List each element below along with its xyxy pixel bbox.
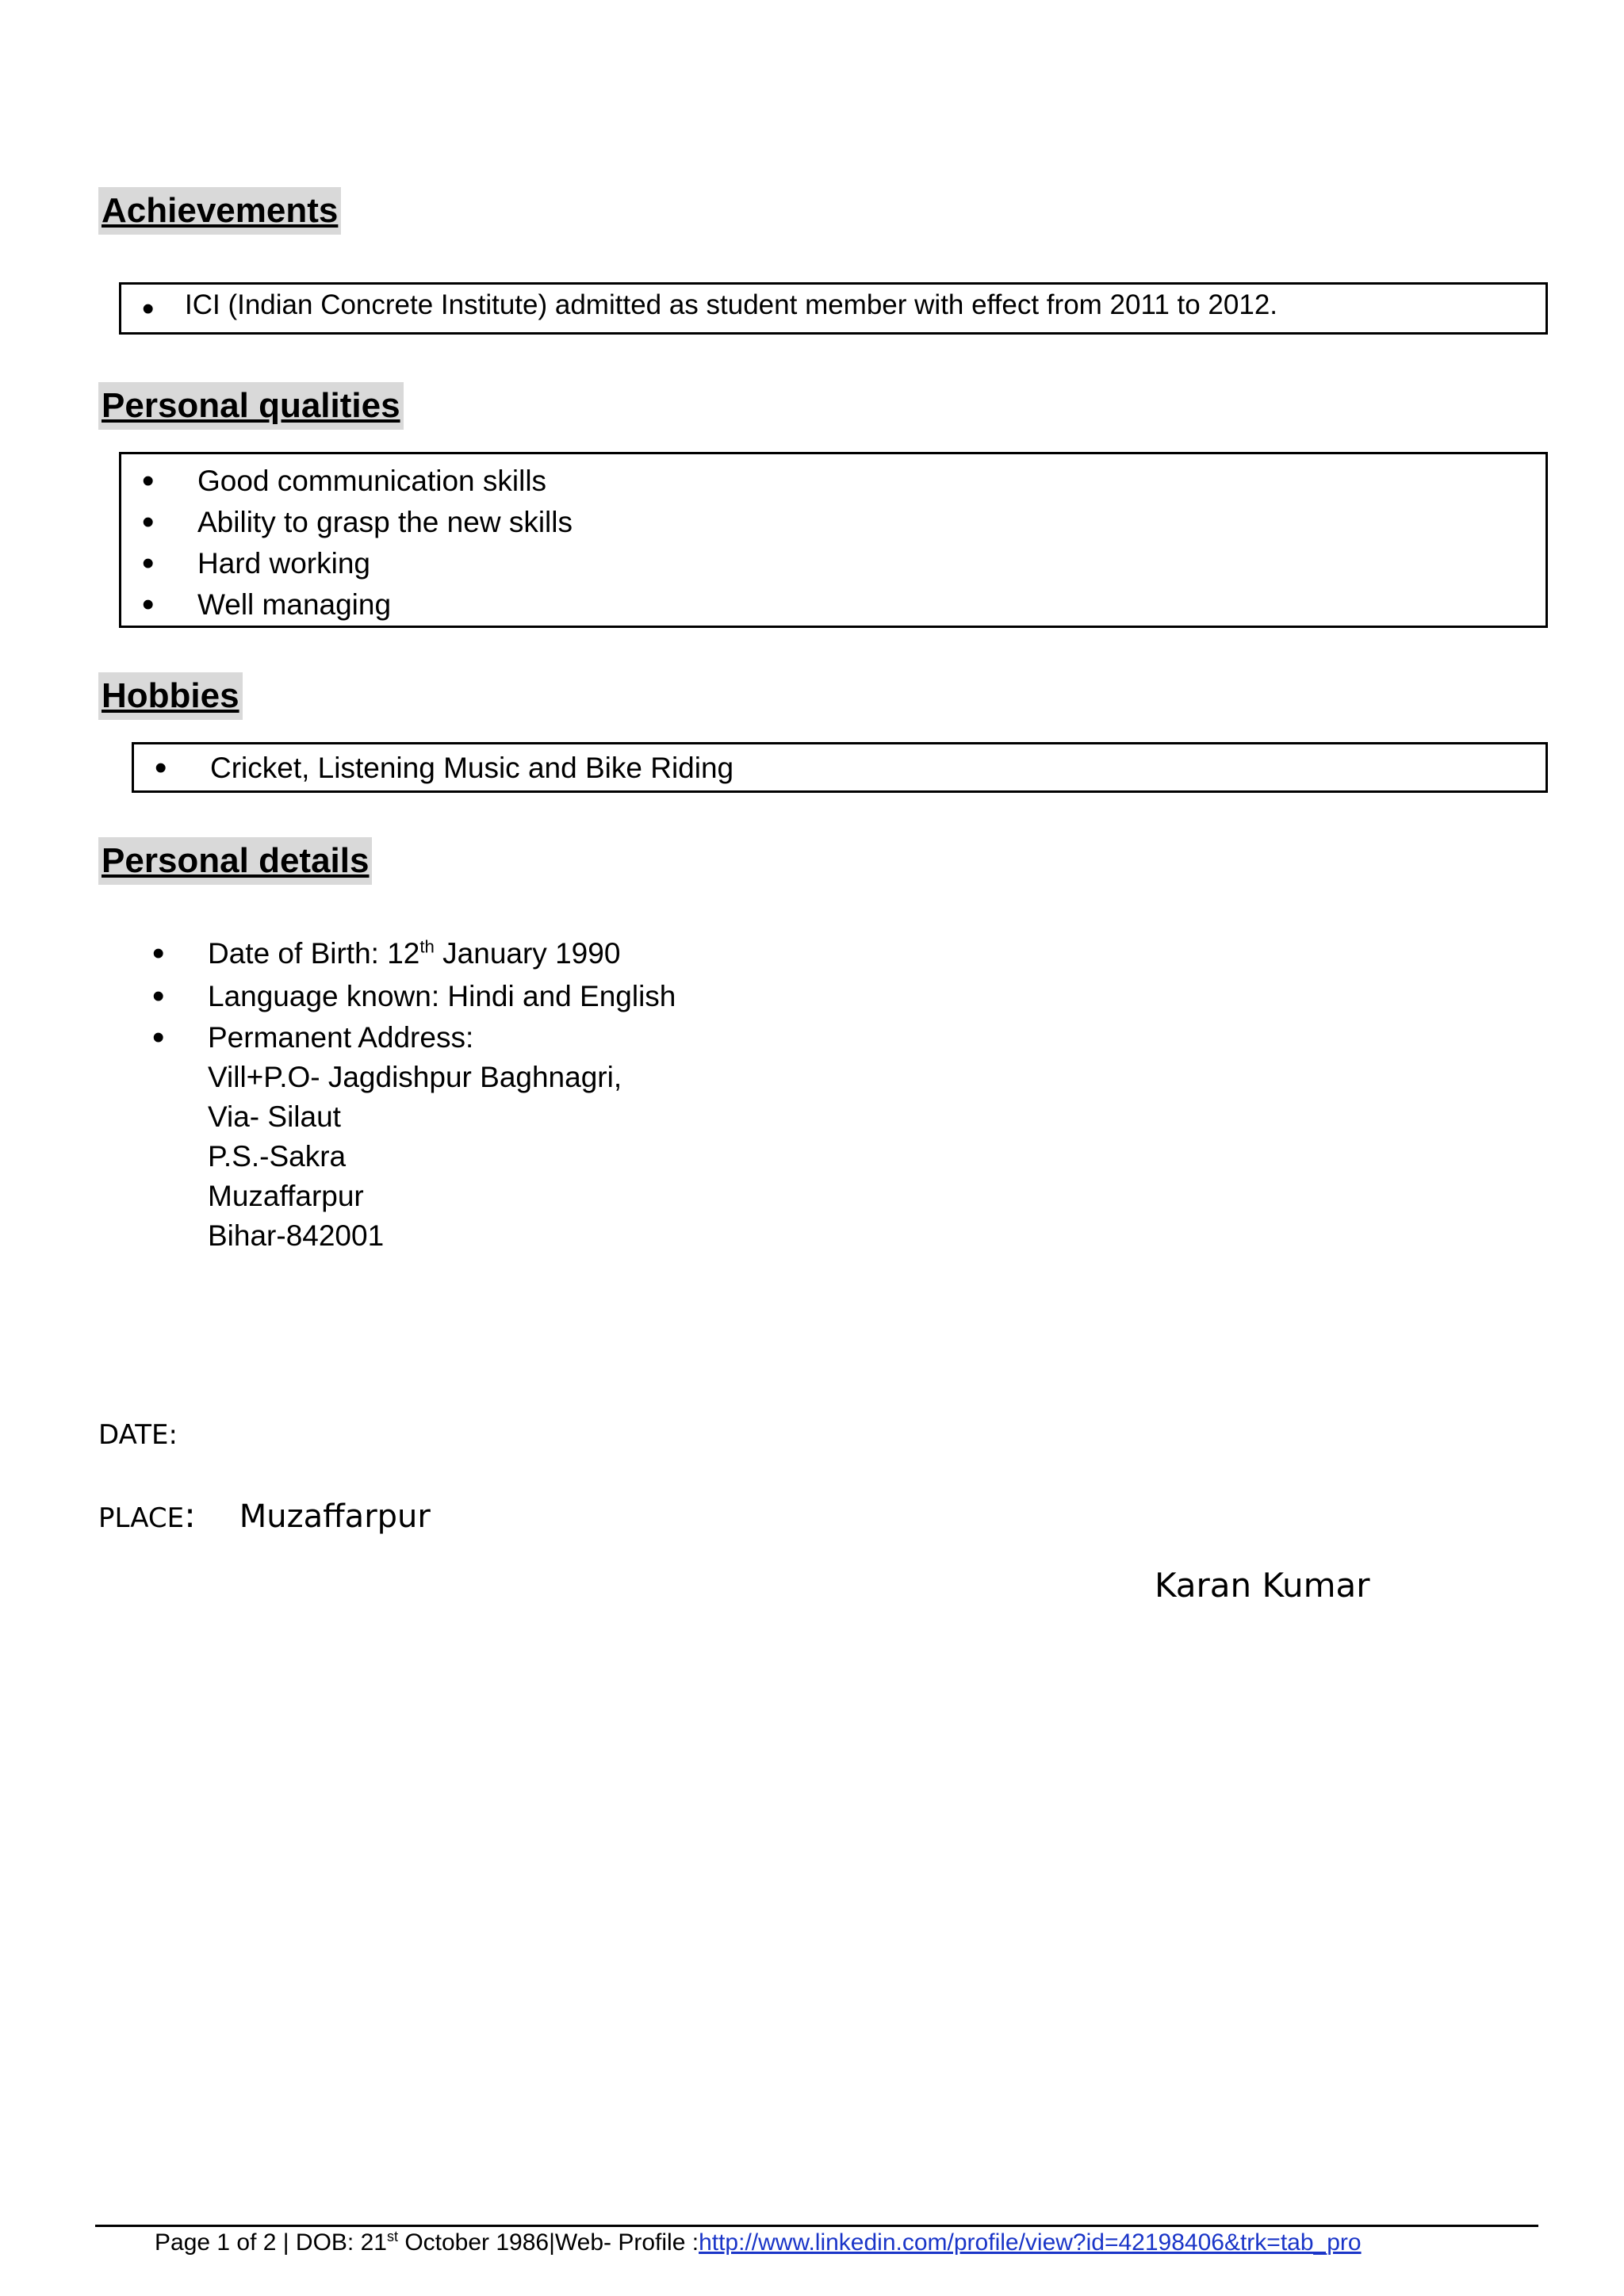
achievements-heading: Achievements bbox=[98, 187, 341, 235]
footer-prefix: Page 1 of 2 | DOB: 21 bbox=[155, 2229, 387, 2256]
personal-details-heading: Personal details bbox=[98, 837, 372, 885]
achievement-item: • ICI (Indian Concrete Institute) admitted as student member with effect from 2011 to 2012. bbox=[134, 289, 1545, 321]
hobbies-heading: Hobbies bbox=[98, 672, 243, 720]
dob-prefix: Date of Birth: 12 bbox=[208, 937, 420, 970]
page-footer bbox=[155, 2229, 1362, 2256]
dob-item bbox=[144, 932, 1096, 975]
place-colon: : bbox=[184, 1495, 196, 1536]
achievements-box bbox=[119, 282, 1548, 335]
place-value: Muzaffarpur bbox=[239, 1498, 431, 1535]
quality-item: • Well managing bbox=[134, 584, 1545, 626]
place-line bbox=[98, 1495, 431, 1536]
address-line: Bihar-842001 bbox=[208, 1219, 385, 1252]
personal-details-block bbox=[144, 932, 1096, 1256]
signature-name: Karan Kumar bbox=[1155, 1566, 1370, 1605]
personal-qualities-box bbox=[119, 452, 1548, 628]
hobby-item: • Cricket, Listening Music and Bike Riding bbox=[147, 748, 1545, 789]
address-label: • Permanent Address: bbox=[208, 1021, 474, 1054]
date-label: DATE: bbox=[98, 1419, 178, 1451]
address-line: Via- Silaut bbox=[208, 1100, 341, 1133]
linkedin-profile-link[interactable]: http://www.linkedin.com/profile/view?id=42198406&trk=tab_pro bbox=[699, 2229, 1362, 2256]
address-item bbox=[144, 1018, 1096, 1256]
quality-item: • Hard working bbox=[134, 543, 1545, 584]
footer-sup: st bbox=[386, 2229, 398, 2244]
achievements-list bbox=[134, 289, 1545, 321]
dob-suffix: January 1990 bbox=[434, 937, 621, 970]
footer-mid: October 1986|Web- Profile : bbox=[397, 2229, 699, 2256]
quality-item: • Ability to grasp the new skills bbox=[134, 502, 1545, 543]
quality-item: • Good communication skills bbox=[134, 461, 1545, 502]
language-item: • Language known: Hindi and English bbox=[144, 975, 1096, 1018]
address-line: Muzaffarpur bbox=[208, 1180, 364, 1212]
personal-details-list bbox=[144, 932, 1096, 1256]
personal-qualities-list bbox=[134, 461, 1545, 626]
dob-sup: th bbox=[419, 936, 435, 957]
personal-qualities-heading: Personal qualities bbox=[98, 382, 404, 430]
hobbies-box bbox=[132, 742, 1548, 793]
address-line: P.S.-Sakra bbox=[208, 1140, 347, 1173]
hobbies-list bbox=[147, 748, 1545, 789]
address-line: Vill+P.O- Jagdishpur Baghnagri, bbox=[208, 1061, 622, 1093]
place-label: PLACE bbox=[98, 1502, 185, 1534]
footer-divider bbox=[95, 2225, 1538, 2227]
